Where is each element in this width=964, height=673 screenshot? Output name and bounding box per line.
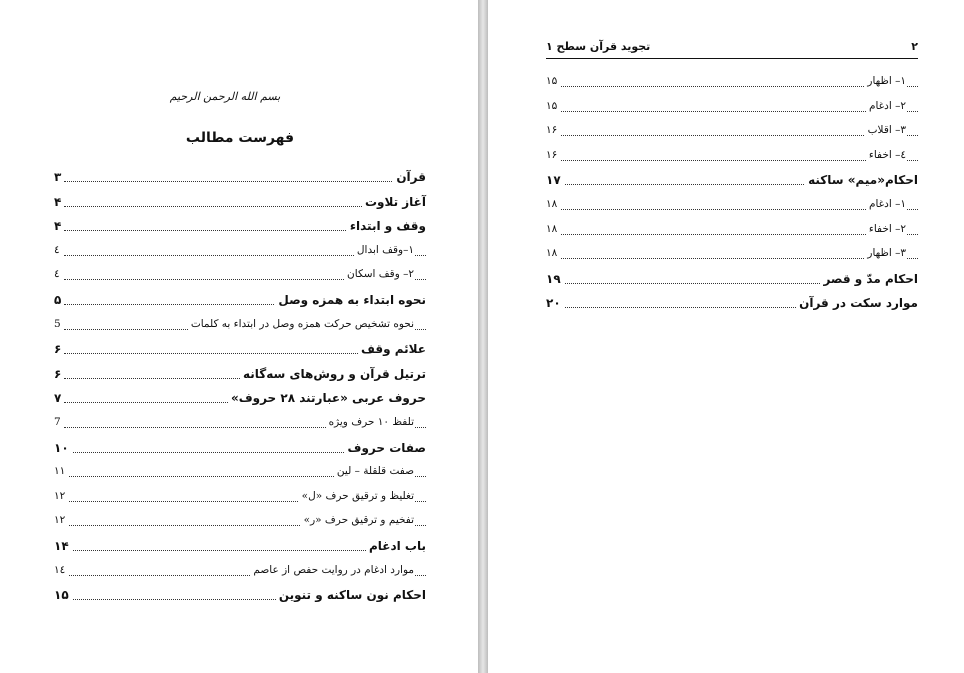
toc-entry [546, 268, 918, 293]
toc-entry [546, 96, 918, 121]
toc-entry-page: ۱۲ [54, 490, 68, 502]
toc-entry-page: ۶ [54, 367, 64, 381]
toc-entry-label: وقف و ابتداء [347, 219, 426, 233]
dot-leader [556, 160, 918, 161]
toc-entry [54, 437, 426, 462]
toc-entry [54, 363, 426, 388]
toc-entry [54, 412, 426, 437]
toc-entry [54, 289, 426, 314]
toc-entry-label: ۳– اقلاب [865, 124, 906, 136]
toc-entry-label: ٤– اخفاء [866, 149, 906, 161]
toc-entry-page: ۱۸ [546, 223, 560, 235]
toc-entry-page: ۶ [54, 342, 64, 356]
toc-entry-page: ۱۵ [54, 588, 72, 602]
toc-entry [54, 584, 426, 609]
toc-entry [54, 264, 426, 289]
toc-entry [54, 510, 426, 535]
toc-entry-page: ۱۸ [546, 247, 560, 259]
running-head [546, 40, 918, 59]
toc-entry [54, 387, 426, 412]
toc-entry-label: ۱–وقف ابدال [354, 244, 414, 256]
toc-entry-label: تغلیظ و ترقیق حرف «ل» [299, 490, 414, 502]
toc-entry-page: ۱۰ [54, 441, 72, 455]
toc-entry-label: ۱– ادغام [866, 198, 906, 210]
toc-entry [546, 71, 918, 96]
toc-entry-label: تفخیم و ترقیق حرف «ر» [301, 514, 414, 526]
toc-entry-page: ۵ [54, 293, 64, 307]
toc-entry-label: صفات حروف [345, 441, 427, 455]
toc-entry-label: موارد سکت در قرآن [796, 296, 918, 310]
dot-leader [556, 209, 918, 210]
toc-entry-label: حروف عربی «عبارتند ۲۸ حروف» [228, 391, 426, 405]
toc-entry [546, 120, 918, 145]
toc-entry-label: علائم وقف [358, 342, 426, 356]
toc-entry-page: ٤ [54, 268, 63, 280]
toc-entry-label: آغاز تلاوت [362, 195, 426, 209]
toc-entry-label: نحوه تشخیص حرکت همزه وصل در ابتداء به کلمات [188, 318, 414, 330]
toc-entry-label: تلفظ ۱۰ حرف ویژه [326, 416, 414, 428]
page-number: ۲ [911, 40, 918, 53]
toc-entry-label: قرآن [393, 170, 426, 184]
left-page [0, 0, 478, 673]
toc-entry [54, 461, 426, 486]
toc-entry-label: ۲– اخفاء [866, 223, 906, 235]
toc-entry-label: ترتیل قرآن و روش‌های سه‌گانه [240, 367, 426, 381]
toc-entry-page: ۱۸ [546, 198, 560, 210]
toc-entry-page: ٤ [54, 244, 63, 256]
toc-entry-label: ۱– اظهار [864, 75, 906, 87]
toc-entry-page: 7 [54, 416, 64, 428]
toc-entry [54, 560, 426, 585]
toc-entry-label: احکام نون ساکنه و تنوین [276, 588, 426, 602]
toc-entry [546, 145, 918, 170]
toc-entry-label: ۲– ادغام [866, 100, 906, 112]
dot-leader [556, 234, 918, 235]
toc-entry-label: صفت قلقلة – لین [334, 465, 414, 477]
toc-entry-page: ۲۰ [546, 296, 564, 310]
toc-entry-label: ۲– وقف اسکان [344, 268, 414, 280]
toc-entry-page: 5 [54, 318, 64, 330]
toc-entry-label: ۳– اظهار [864, 247, 906, 259]
toc-entry [546, 292, 918, 317]
toc-entry-page: ۱۴ [54, 539, 72, 553]
toc-entry [54, 314, 426, 339]
toc-entry [54, 240, 426, 265]
page-title: فهرست مطالب [185, 130, 295, 146]
running-title: تجوید قرآن سطح ۱ [546, 40, 651, 53]
right-page [488, 0, 964, 673]
toc-entry [54, 338, 426, 363]
dot-leader [556, 111, 918, 112]
toc-entry-page: ۴ [54, 219, 64, 233]
toc-entry-label: موارد ادغام در روایت حفص از عاصم [250, 564, 414, 576]
toc-entry-page: ۱۷ [546, 173, 564, 187]
toc-entry-page: ۱۱ [54, 465, 68, 477]
toc-entry [54, 535, 426, 560]
toc-entry-label: احکام مدّ و قصر [820, 272, 918, 286]
toc-entry-page: ۱۹ [546, 272, 564, 286]
dot-leader [64, 181, 426, 182]
toc-entry [54, 215, 426, 240]
table-of-contents [54, 166, 426, 609]
toc-entry-page: ۳ [54, 170, 64, 184]
toc-entry [54, 191, 426, 216]
toc-entry [54, 486, 426, 511]
toc-entry [546, 243, 918, 268]
toc-entry-page: ۷ [54, 391, 64, 405]
toc-entry [546, 169, 918, 194]
toc-entry-page: ١٤ [54, 564, 68, 576]
basmala: بسم الله الرحمن الرحيم [169, 90, 281, 103]
toc-entry-label: احکام«میم» ساکنه [805, 173, 918, 187]
table-of-contents-continued [546, 71, 918, 317]
toc-entry-label: باب ادغام [366, 539, 426, 553]
toc-entry [546, 219, 918, 244]
toc-entry [546, 194, 918, 219]
toc-entry-page: ۴ [54, 195, 64, 209]
toc-entry-page: ۱۶ [546, 124, 560, 136]
toc-entry-label: نحوه ابتداء به همزه وصل [275, 293, 426, 307]
page-gutter [478, 0, 488, 673]
toc-entry [54, 166, 426, 191]
toc-entry-page: ۱۶ [546, 149, 560, 161]
toc-entry-page: ۱۲ [54, 514, 68, 526]
toc-entry-page: ۱۵ [546, 100, 560, 112]
toc-entry-page: ۱۵ [546, 75, 560, 87]
